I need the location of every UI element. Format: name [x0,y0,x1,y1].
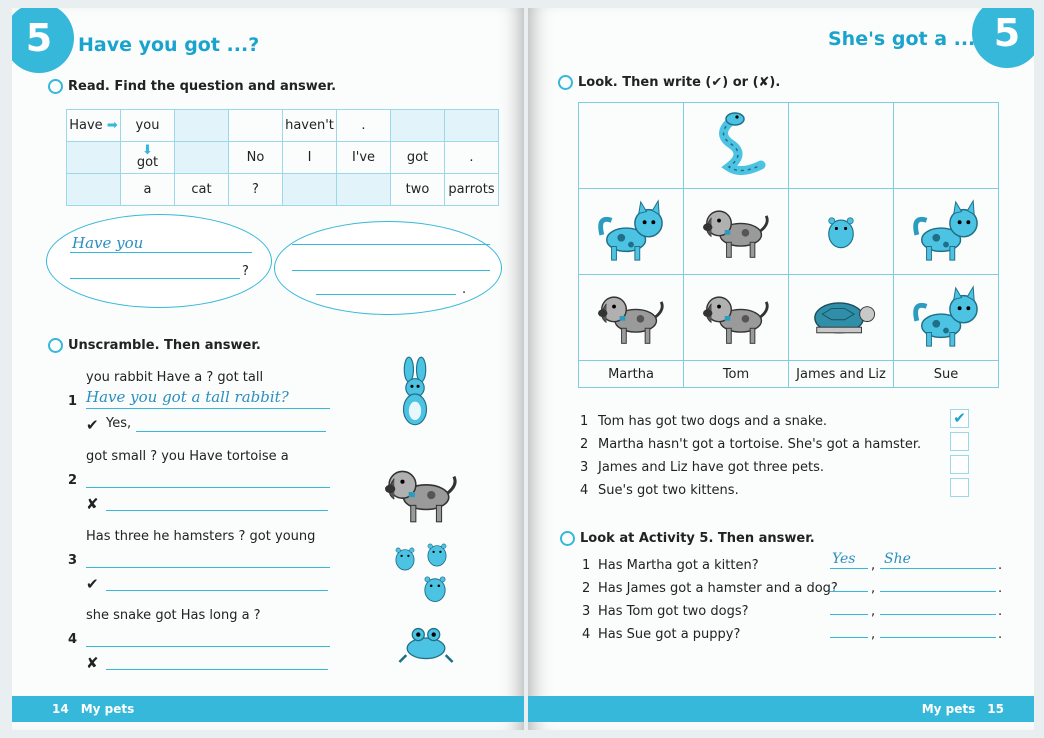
instruction-unscramble [48,338,261,353]
question-text: Has Martha got a kitten? [598,558,759,573]
pet-cell [684,275,789,361]
statement-text: Sue's got two kittens. [598,483,739,498]
speech-bubble-answer [274,221,502,315]
answer-line[interactable] [70,252,252,253]
question-text: Has James got a hamster and a dog? [598,581,838,596]
tick-mark: ✔ [86,416,99,434]
answer-line[interactable] [830,614,868,615]
item-number: 3 [68,553,78,568]
unit-number-badge: 5 [972,8,1034,68]
question-number: 4 [582,627,591,642]
instruction-text: Unscramble. Then answer. [68,338,261,353]
full-stop: . [998,581,1003,596]
hamster-picture [818,207,864,253]
kitten-picture [907,282,985,350]
statement-number: 4 [580,483,589,498]
answer-line[interactable] [880,568,996,569]
answer-line[interactable] [292,244,490,245]
frog-picture [396,620,456,668]
grid-cell [445,110,499,142]
answer-line[interactable] [880,614,996,615]
comma: , [871,627,876,642]
question-text: Has Sue got a puppy? [598,627,741,642]
item-number: 1 [68,394,78,409]
grid-cell: I've [337,142,391,174]
page-footer [528,696,1034,722]
instruction-read [48,79,336,94]
answer-line[interactable] [106,590,328,591]
item-number: 4 [68,632,78,647]
owner-name: Tom [684,361,789,388]
grid-cell [67,174,121,206]
owner-name: Martha [579,361,684,388]
owner-name: James and Liz [789,361,894,388]
answer-line[interactable] [86,487,330,488]
activity-icon [558,75,573,90]
answer-line[interactable] [316,294,456,295]
right-page [528,8,1034,730]
scrambled-words: she snake got Has long a ? [86,608,261,623]
owner-name: Sue [894,361,999,388]
pet-cell [894,275,999,361]
speech-bubble-question [46,214,272,308]
full-stop: . [998,627,1003,642]
cross-mark: ✘ [86,654,99,672]
comma: , [871,558,876,573]
grid-cell: ⬇ got [121,142,175,174]
scrambled-words: you rabbit Have a ? got tall [86,370,264,385]
handwritten-answer: Yes [832,551,856,567]
grid-cell: haven't [283,110,337,142]
statement-text: Martha hasn't got a tortoise. She's got a hamster. [598,437,922,452]
answer-line[interactable] [70,278,240,279]
activity-icon [560,531,575,546]
reply-text: Yes, [106,416,132,431]
answer-line[interactable] [86,408,330,409]
cross-mark: ✘ [86,495,99,513]
hamster-picture [416,568,454,606]
pet-cell [894,103,999,189]
question-number: 2 [582,581,591,596]
statement-number: 1 [580,414,589,429]
pet-cell [789,189,894,275]
full-stop: . [998,604,1003,619]
grid-cell: ? [229,174,283,206]
grid-cell: got [391,142,445,174]
activity-icon [48,79,63,94]
instruction-text: Look at Activity 5. Then answer. [580,531,815,546]
grid-cell: two [391,174,445,206]
grid-cell: cat [175,174,229,206]
statement-text: Tom has got two dogs and a snake. [598,414,828,429]
answer-line[interactable] [86,646,330,647]
answer-line[interactable] [880,591,996,592]
grid-cell [67,142,121,174]
dog-picture [696,197,776,263]
grid-cell [283,174,337,206]
dog-picture [696,283,776,349]
comma: , [871,604,876,619]
answer-line[interactable] [86,567,330,568]
answer-line[interactable] [106,669,328,670]
footer-label: My pets [80,702,135,716]
answer-checkbox[interactable] [950,455,969,474]
hamster-picture [420,536,454,570]
kitten-picture [907,196,985,264]
grid-cell: I [283,142,337,174]
grid-cell: No [229,142,283,174]
page-footer [12,696,524,722]
answer-line[interactable] [830,568,868,569]
full-stop: . [998,558,1003,573]
grid-cell: Have ➡ [67,110,121,142]
item-number: 2 [68,473,78,488]
instruction-look [558,75,780,90]
pet-cell [579,189,684,275]
comma: , [871,581,876,596]
pet-cell [894,189,999,275]
grid-cell [175,142,229,174]
dog-picture [591,283,671,349]
tortoise-picture [801,288,881,344]
instruction-text: Look. Then write (✔) or (✘). [578,75,781,90]
grid-cell: you [121,110,175,142]
handwritten-answer: Have you got a tall rabbit? [86,388,289,406]
pet-cell [579,103,684,189]
snake-picture [701,109,771,179]
pet-cell [684,189,789,275]
page-title: She's got a ... [828,28,976,50]
pets-table [578,102,999,388]
grid-cell [175,110,229,142]
grid-cell: . [337,110,391,142]
word-grid [66,109,499,206]
question-number: 3 [582,604,591,619]
dog-picture [378,456,464,528]
grid-cell [337,174,391,206]
statement-number: 2 [580,437,589,452]
page-title: Have you got ...? [78,34,260,56]
question-text: Has Tom got two dogs? [598,604,749,619]
answer-checkbox[interactable]: ✔ [950,409,969,428]
rabbit-picture [392,346,438,442]
full-stop: . [462,282,467,297]
footer-label: My pets [921,702,976,716]
left-page [12,8,524,730]
instruction-text: Read. Find the question and answer. [68,79,337,94]
answer-line[interactable] [880,637,996,638]
answer-checkbox[interactable] [950,432,969,451]
question-number: 1 [582,558,591,573]
pet-cell [789,103,894,189]
answer-line[interactable] [830,637,868,638]
tick-mark: ✔ [86,575,99,593]
pet-cell [789,275,894,361]
unit-number-badge: 5 [12,8,74,73]
answer-line[interactable] [292,270,490,271]
grid-cell: a [121,174,175,206]
activity-icon [48,338,63,353]
handwritten-answer: Have you [72,234,144,252]
grid-cell [229,110,283,142]
answer-line[interactable] [136,431,326,432]
statement-number: 3 [580,460,589,475]
answer-checkbox[interactable] [950,478,969,497]
pet-cell [579,275,684,361]
question-mark: ? [242,264,249,279]
page-number: 15 [987,702,1004,716]
statement-text: James and Liz have got three pets. [598,460,825,475]
page-number: 14 [52,702,69,716]
kitten-picture [592,196,670,264]
pet-cell [684,103,789,189]
answer-line[interactable] [106,510,328,511]
grid-cell [391,110,445,142]
handwritten-answer: She [884,551,911,567]
scrambled-words: got small ? you Have tortoise a [86,449,289,464]
answer-line[interactable] [830,591,868,592]
grid-cell: . [445,142,499,174]
grid-cell: parrots [445,174,499,206]
scrambled-words: Has three he hamsters ? got young [86,529,316,544]
instruction-answer [560,531,815,546]
